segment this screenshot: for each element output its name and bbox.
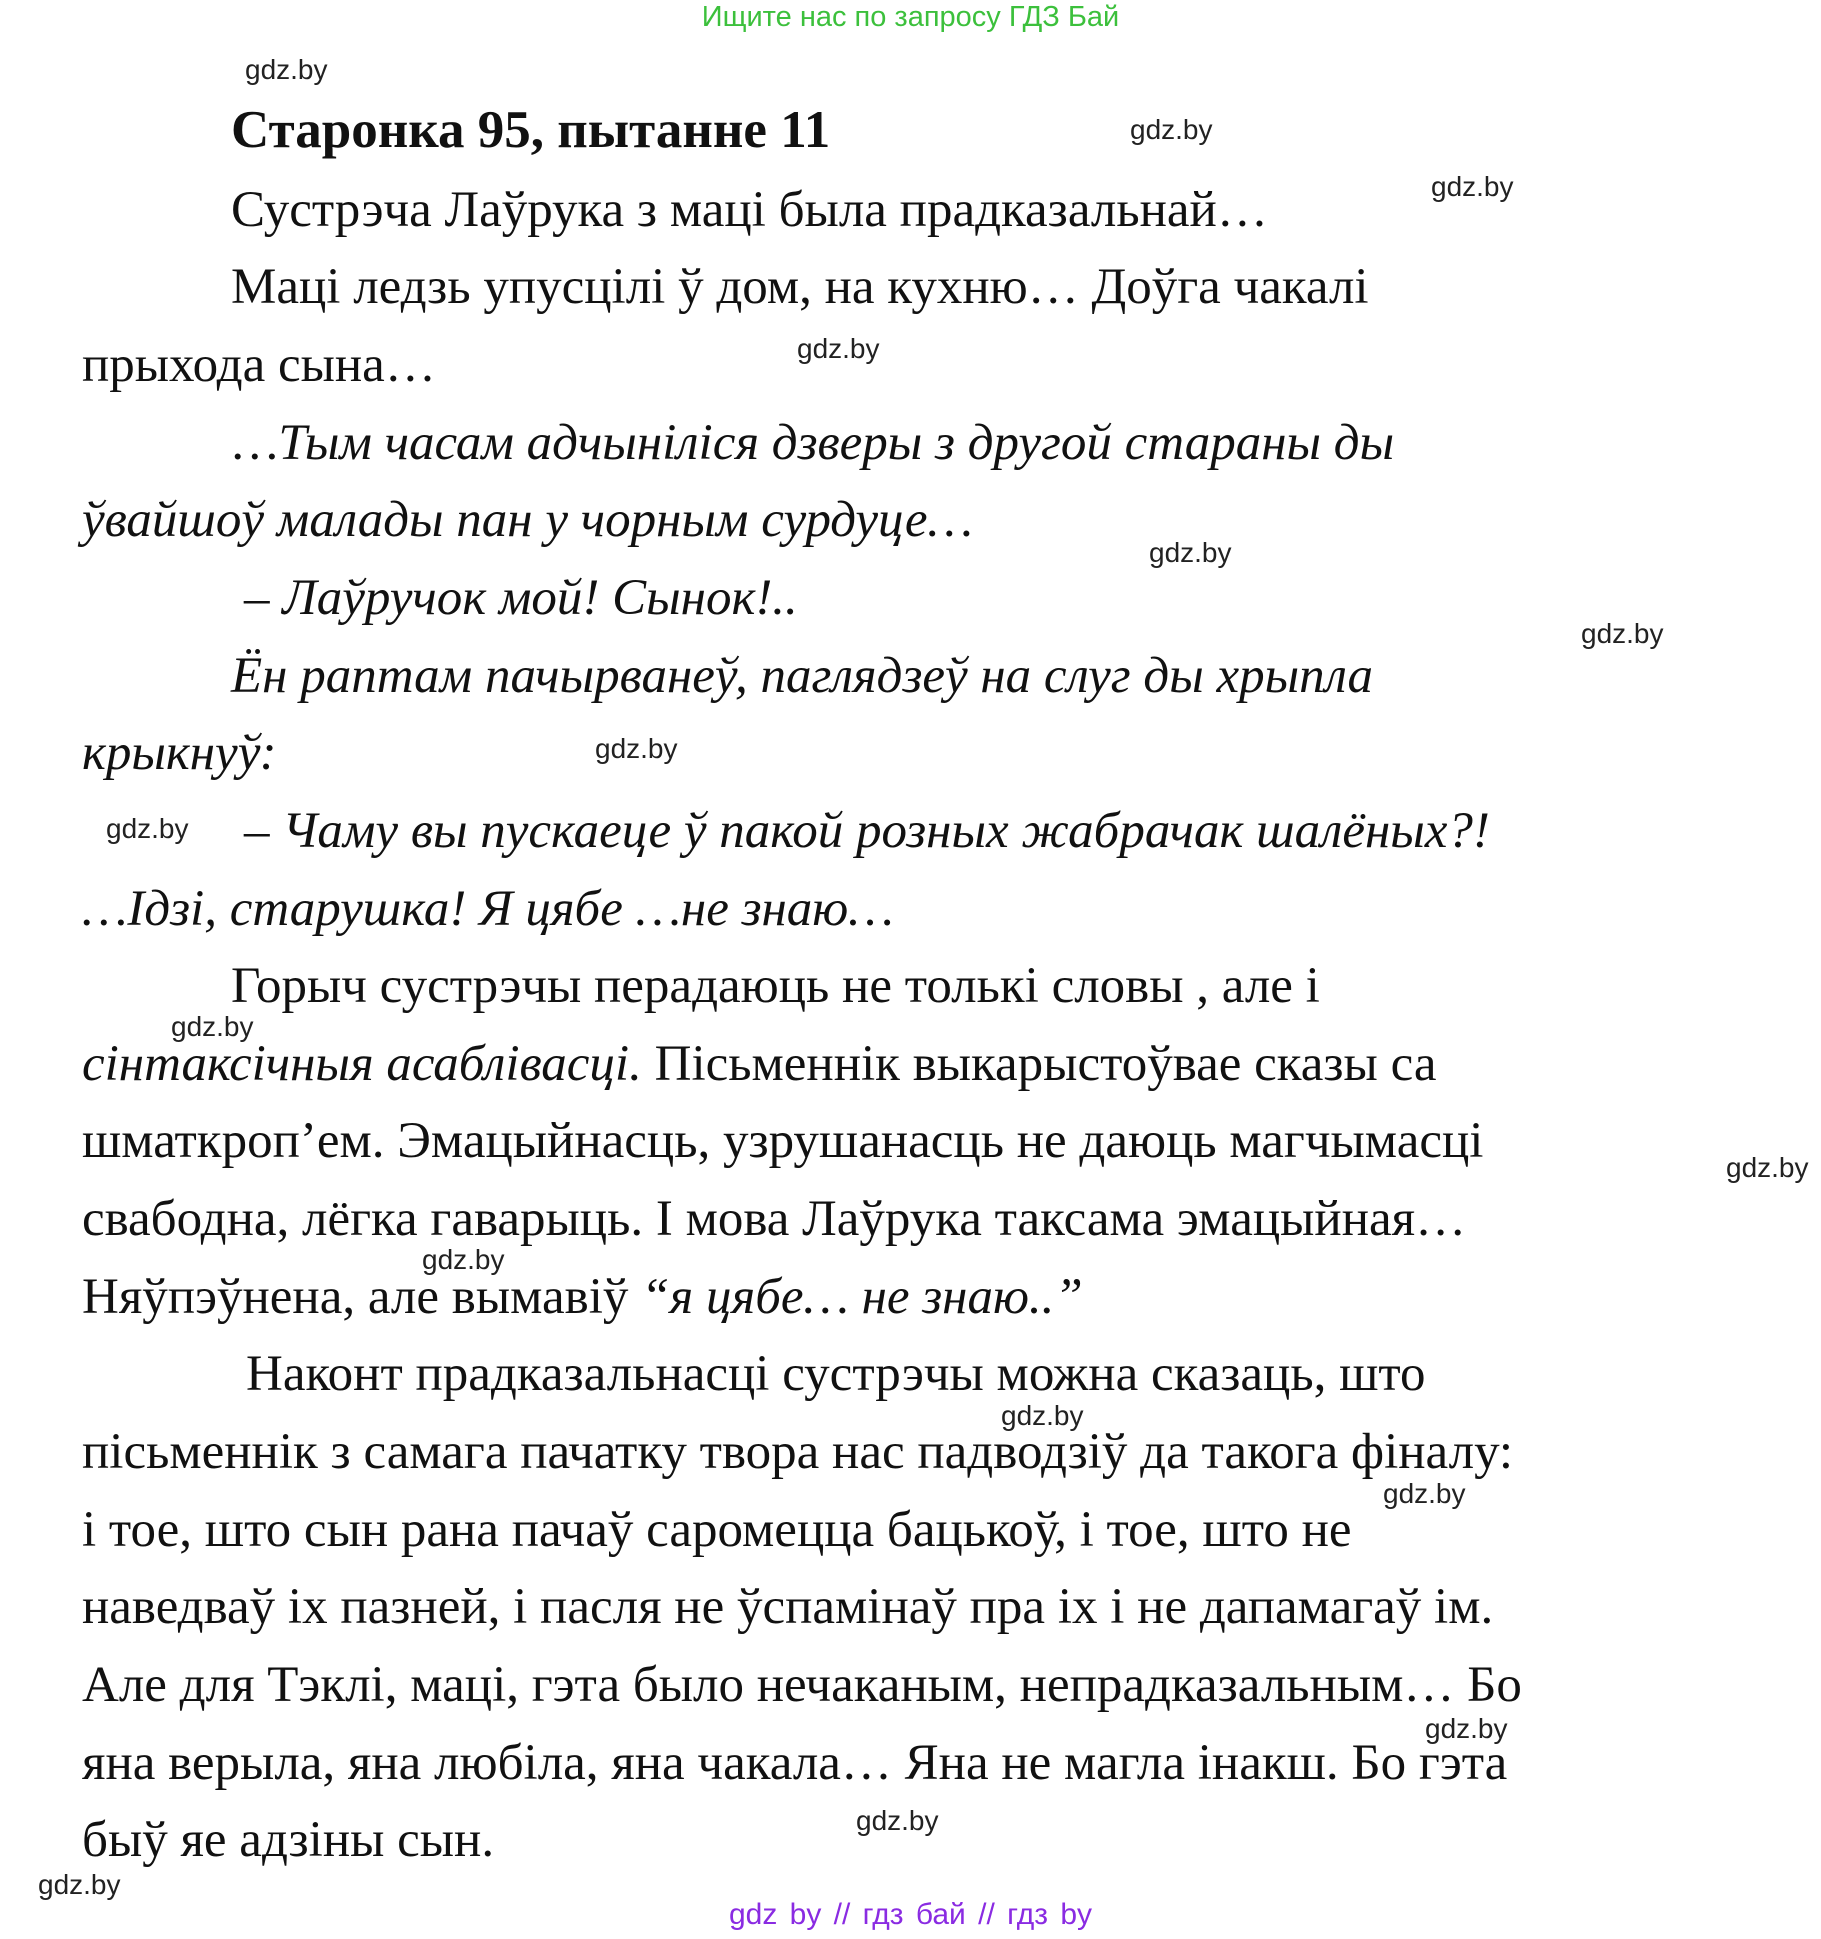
watermark: gdz.by [1383, 1478, 1466, 1509]
text-line: прыхода сына… [82, 337, 436, 393]
quote-line: Ён раптам пачырванеў, паглядзеў на слуг ды хрыпла [231, 648, 1374, 704]
watermark: gdz.by [856, 1805, 939, 1836]
watermark: gdz.by [1149, 537, 1232, 568]
text-line: яна верыла, яна любіла, яна чакала… Яна не магла інакш. Бо гэта [82, 1735, 1508, 1791]
quote-line: крыкнуў: [82, 725, 277, 781]
text-line: наведваў іх пазней, і пасля не ўспамінаў пра іх і не дапамагаў ім. [82, 1579, 1494, 1635]
watermark: gdz.by [245, 54, 328, 85]
text-line: Горыч сустрэчы перадаюць не толькі словы , але і [231, 958, 1320, 1014]
watermark: gdz.by [106, 813, 189, 844]
text-span: Няўпэўнена, але вымавіў [82, 1269, 642, 1325]
text-line: свабодна, лёгка гаварыць. І мова Лаўрука таксама эмацыйная… [82, 1191, 1467, 1247]
italic-quote: “я цябе… не знаю..” [641, 1269, 1083, 1325]
watermark: gdz.by [171, 1011, 254, 1042]
text-line [82, 1267, 1083, 1327]
text-line: шматкроп’ем. Эмацыйнасць, узрушанасць не даюць магчымасці [82, 1113, 1484, 1169]
watermark: gdz.by [1581, 618, 1664, 649]
quote-line: – Лаўручок мой! Сынок!.. [244, 570, 798, 626]
quote-line: …Ідзі, старушка! Я цябе …не знаю… [82, 881, 894, 937]
watermark: gdz.by [38, 1869, 121, 1900]
text-line: быў яе адзіны сын. [82, 1812, 495, 1868]
quote-line: …Тым часам адчыніліся дзверы з другой стараны ды [233, 415, 1395, 471]
text-line: Маці ледзь упусцілі ў дом, на кухню… Доўга чакалі [231, 259, 1369, 315]
quote-line: ўвайшоў малады пан у чорным сурдуце… [82, 492, 973, 548]
watermark: gdz.by [1001, 1400, 1084, 1431]
quote-line: – Чаму вы пускаеце ў пакой розных жабрачак шалёных?! [244, 803, 1490, 859]
text-line: Наконт прадказальнасці сустрэчы можна сказаць, што [246, 1346, 1426, 1402]
watermark: gdz.by [422, 1244, 505, 1275]
text-span: Пісьменнік выкарыстоўвае сказы са [641, 1036, 1437, 1092]
text-line: Але для Тэклі, маці, гэта было нечаканым, непрадказальным… Бо [82, 1657, 1522, 1713]
watermark: gdz.by [797, 333, 880, 364]
watermark: gdz.by [1431, 171, 1514, 202]
watermark: gdz.by [1425, 1713, 1508, 1744]
watermark: gdz.by [595, 733, 678, 764]
text-line: Сустрэча Лаўрука з маці была прадказальнай… [231, 182, 1268, 238]
watermark: gdz.by [1130, 114, 1213, 145]
text-line [82, 1034, 1436, 1094]
watermark: gdz.by [1726, 1152, 1809, 1183]
page-title: Старонка 95, пытанне 11 [231, 101, 831, 159]
search-banner[interactable]: Ищите нас по запросу ГДЗ Бай [701, 1, 1120, 33]
text-line: і тое, што сын рана пачаў саромецца бацькоў, і тое, што не [82, 1502, 1352, 1558]
footer-links[interactable]: gdz by // гдз бай // гдз by [728, 1898, 1093, 1931]
italic-term: сінтаксічныя асаблівасці. [82, 1036, 642, 1092]
text-line: пісьменнік з самага пачатку твора нас падводзіў да такога фіналу: [82, 1424, 1514, 1480]
